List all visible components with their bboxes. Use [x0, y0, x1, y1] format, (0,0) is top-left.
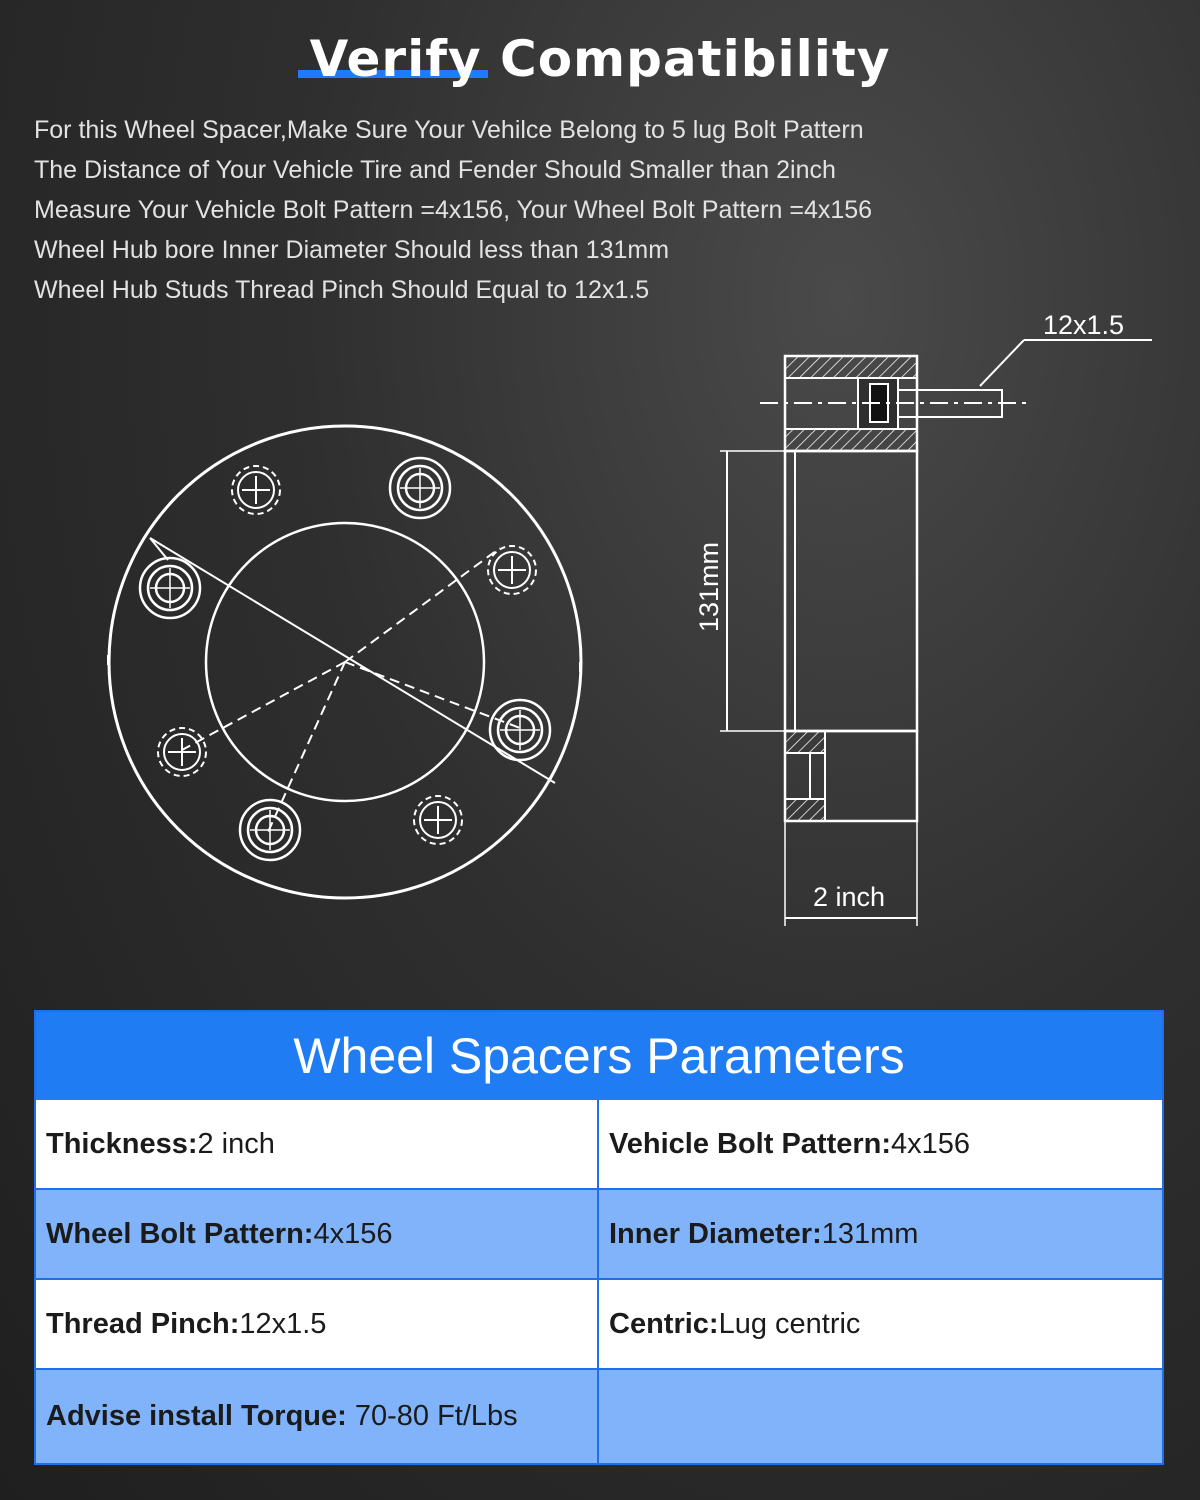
note-line: The Distance of Your Vehicle Tire and Fender Should Smaller than 2inch: [34, 156, 836, 184]
spacer-side-view: [720, 340, 1152, 926]
note-line: Wheel Hub bore Inner Diameter Should less than 131mm: [34, 236, 670, 264]
bolt-hole: [140, 558, 200, 618]
param-cell-empty: [599, 1370, 1162, 1463]
spacer-front-view: [108, 426, 581, 898]
parameters-heading: Wheel Spacers Parameters: [36, 1012, 1162, 1100]
param-cell-vehicle-bolt-pattern: Vehicle Bolt Pattern: 4x156: [599, 1100, 1162, 1190]
note-line: Wheel Hub Studs Thread Pinch Should Equal to 12x1.5: [34, 276, 650, 304]
thickness-dimension-label: 2 inch: [813, 882, 886, 912]
note-line: For this Wheel Spacer,Make Sure Your Vehilce Belong to 5 lug Bolt Pattern: [34, 116, 864, 144]
bolt-hole: [390, 458, 450, 518]
bolt-hole-small: [488, 546, 536, 594]
bolt-hole-small: [232, 466, 280, 514]
param-cell-centric: Centric: Lug centric: [599, 1280, 1162, 1370]
param-cell-torque: Advise install Torque: 70-80 Ft/Lbs: [36, 1370, 599, 1463]
title-rest: Compatibility: [500, 30, 891, 88]
bolt-hole: [490, 700, 550, 760]
bolt-hole: [240, 800, 300, 860]
note-line: Measure Your Vehicle Bolt Pattern =4x156, Your Wheel Bolt Pattern =4x156: [34, 196, 873, 224]
param-cell-inner-diameter: Inner Diameter: 131mm: [599, 1190, 1162, 1280]
param-cell-wheel-bolt-pattern: Wheel Bolt Pattern: 4x156: [36, 1190, 599, 1280]
parameters-grid: [36, 1100, 1162, 1463]
param-cell-thread-pinch: Thread Pinch: 12x1.5: [36, 1280, 599, 1370]
diameter-dimension-label: 131mm: [694, 541, 724, 632]
bolt-hole-small: [414, 796, 462, 844]
param-cell-thickness: Thickness: 2 inch: [36, 1100, 599, 1190]
bolt-hole-small: [158, 728, 206, 776]
thread-dimension-label: 12x1.5: [1043, 310, 1125, 340]
title-first-word: Verify: [309, 30, 482, 88]
parameters-table: [34, 1010, 1164, 1465]
